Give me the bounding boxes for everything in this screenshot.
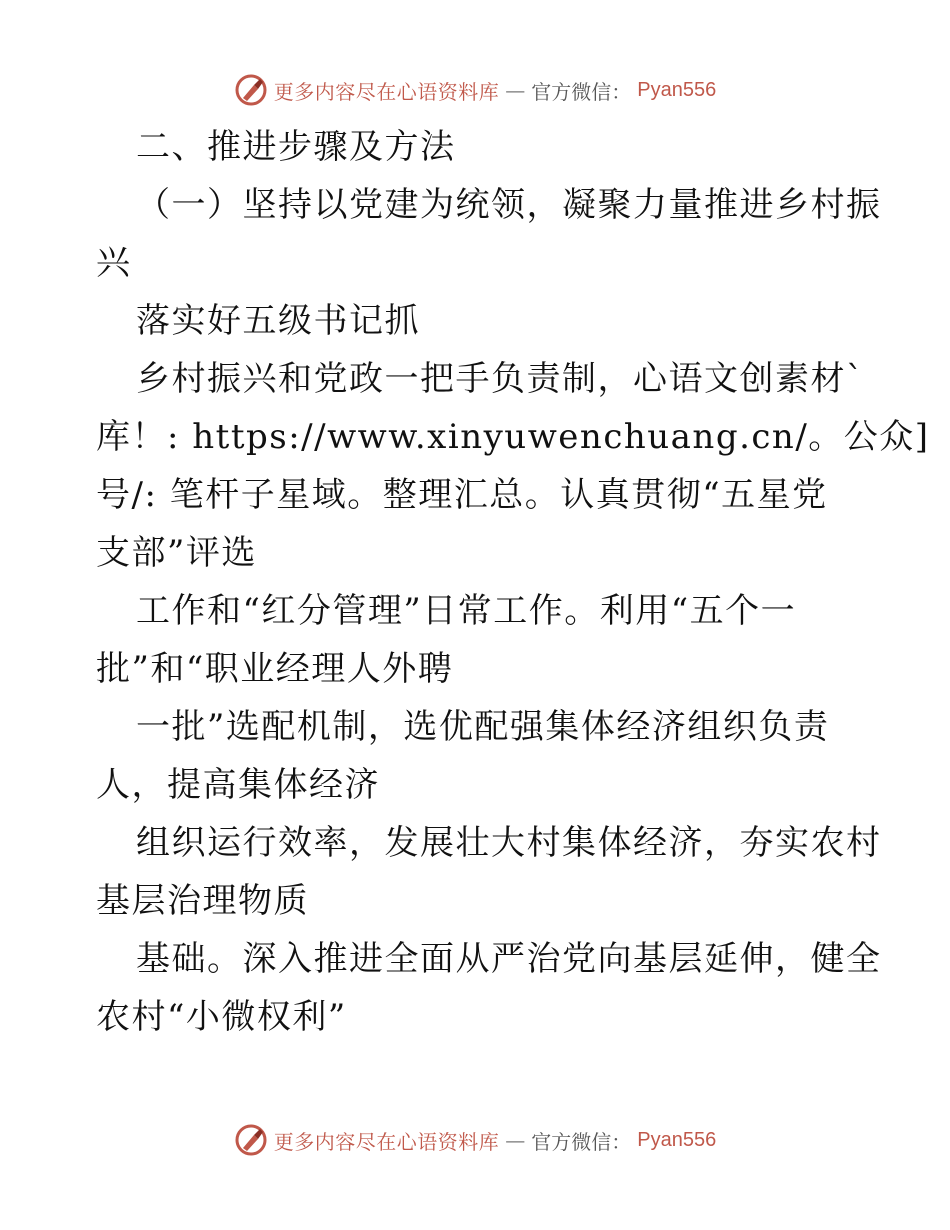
text-line: 兴 xyxy=(96,243,132,283)
header-banner xyxy=(0,70,950,110)
text-line: 组织运行效率，发展壮大村集体经济，夯实农村 xyxy=(136,823,882,863)
document-body xyxy=(96,118,930,1046)
text-line: 一批”选配机制，选优配强集体经济组织负责 xyxy=(136,707,830,747)
header-banner-title: 更多内容尽在心语资料库 xyxy=(273,79,500,104)
text-line: 乡村振兴和党政一把手负责制，心语文创素材` xyxy=(136,359,865,399)
text-line: 工作和“红分管理”日常工作。利用“五个一 xyxy=(136,591,797,631)
pen-logo-icon xyxy=(234,73,268,107)
text-line: 二、推进步骤及方法 xyxy=(136,127,456,167)
header-banner-dash: — xyxy=(505,78,526,102)
footer-banner xyxy=(0,1120,950,1160)
text-line: 号/: 笔杆子星域。整理汇总。认真贯彻“五星党 xyxy=(96,475,828,515)
text-line: 基础。深入推进全面从严治党向基层延伸，健全 xyxy=(136,939,882,979)
pen-logo-icon xyxy=(234,1123,268,1157)
text-line: 库！: https://www.xinyuwenchuang.cn/。公众] xyxy=(96,417,930,457)
text-line: 人，提高集体经济 xyxy=(96,765,380,805)
header-banner-wechat-id: Pyan556 xyxy=(637,78,717,101)
text-line: 基层治理物质 xyxy=(96,881,309,921)
footer-banner-title: 更多内容尽在心语资料库 xyxy=(273,1129,500,1154)
text-line: （一）坚持以党建为统领，凝聚力量推进乡村振 xyxy=(136,185,882,225)
text-line: 落实好五级书记抓 xyxy=(136,301,420,341)
footer-banner-wechat-label: 官方微信： xyxy=(531,1129,632,1154)
text-line: 农村“小微权利” xyxy=(96,997,347,1037)
footer-banner-wechat-id: Pyan556 xyxy=(637,1128,717,1151)
text-line: 支部”评选 xyxy=(96,533,257,573)
header-banner-wechat-label: 官方微信： xyxy=(531,79,632,104)
footer-banner-dash: — xyxy=(505,1128,526,1152)
text-line: 批”和“职业经理人外聘 xyxy=(96,649,454,689)
